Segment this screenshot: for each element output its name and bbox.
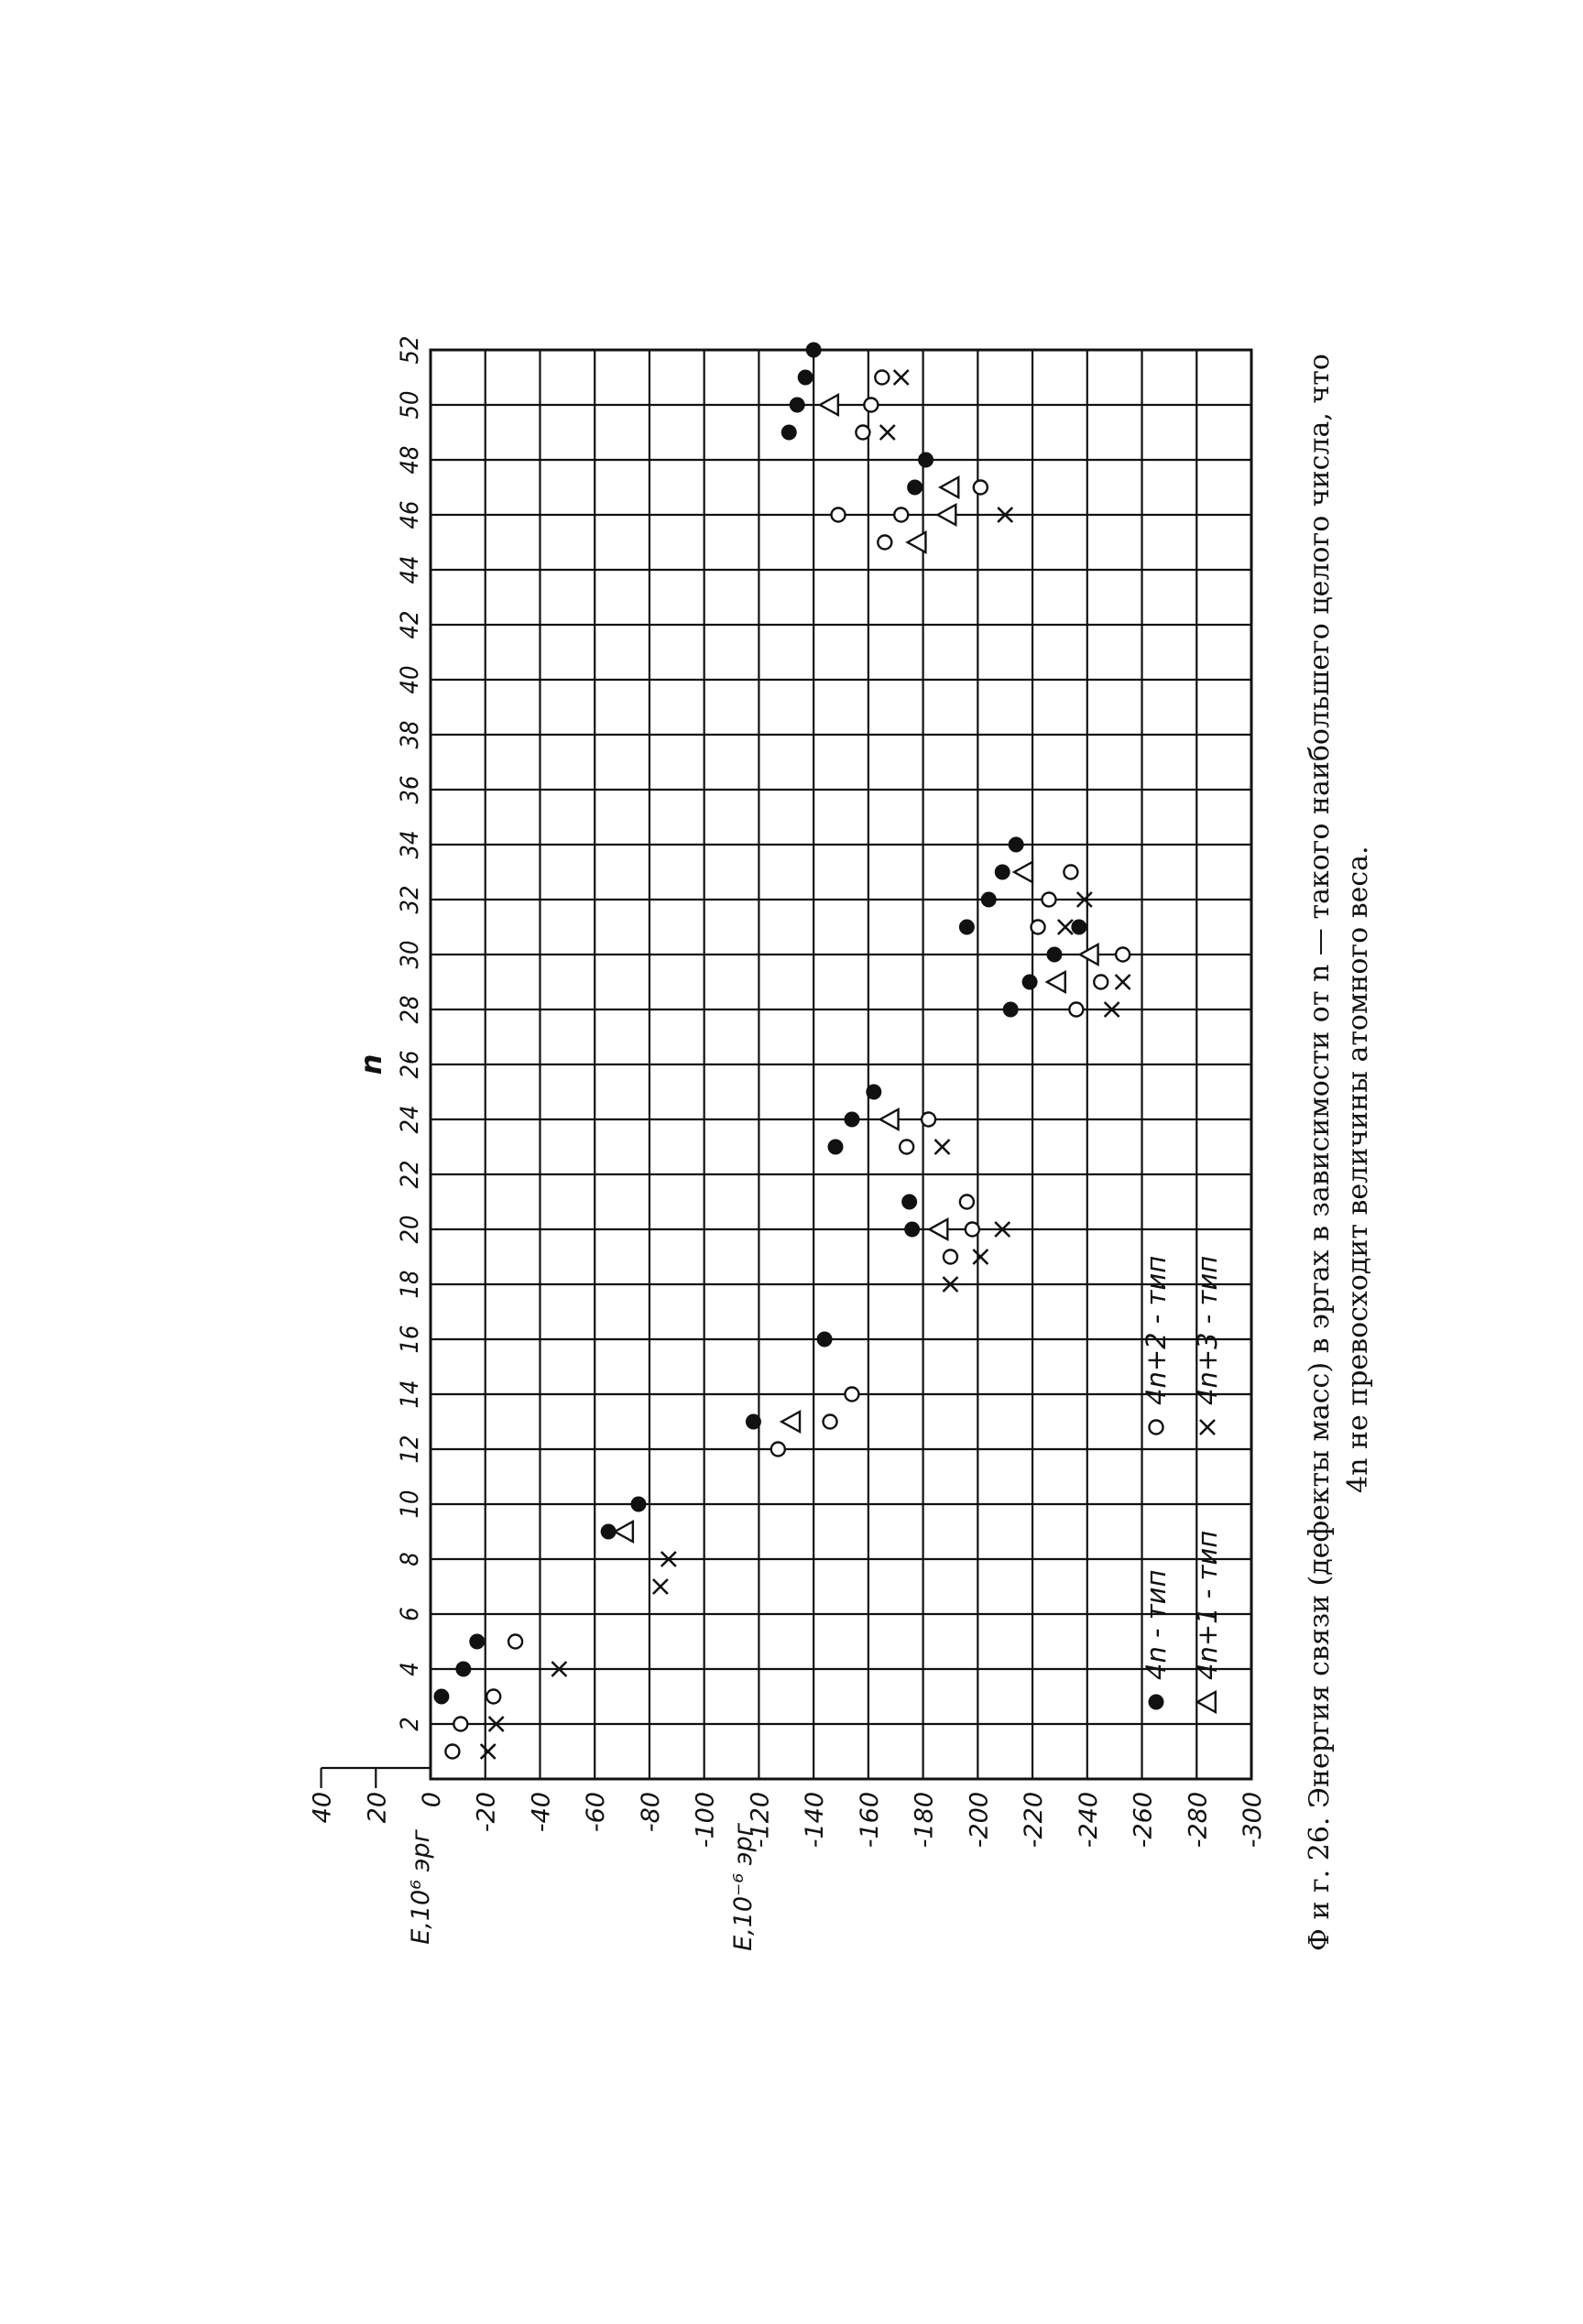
data-point-cross [935, 1140, 950, 1154]
y-axis-title-top: E,10⁶ эрг [407, 1829, 435, 1945]
data-point-open-circle [966, 1223, 979, 1237]
x-tick-label: 46 [396, 500, 424, 529]
data-point-filled-circle [469, 1634, 485, 1650]
x-tick-label: 20 [396, 1215, 424, 1244]
legend-marker-triangle [1197, 1692, 1216, 1712]
data-point-cross [1058, 920, 1073, 934]
data-point-open-circle [864, 398, 878, 412]
data-point-filled-circle [907, 480, 923, 496]
y-tick-label: -180 [910, 1792, 939, 1849]
x-tick-label: 32 [396, 885, 424, 914]
data-point-filled-circle [798, 370, 813, 386]
y-tick-label: -20 [472, 1792, 501, 1833]
x-tick-label: 28 [396, 995, 424, 1024]
data-point-open-circle [1116, 948, 1130, 962]
y-tick-label: -40 [527, 1792, 556, 1833]
data-point-open-circle [944, 1250, 957, 1264]
data-point-triangle [781, 1412, 800, 1432]
y-tick-label-top: 20 [363, 1792, 392, 1824]
data-point-filled-circle [844, 1112, 859, 1128]
data-point-open-circle [960, 1195, 974, 1209]
data-point-open-circle [845, 1388, 858, 1402]
legend-label: 4n+1 - тип [1192, 1530, 1223, 1680]
data-points [433, 343, 1130, 1760]
figure-caption-line1: Ф и г. 26. Энергия связи (дефекты масс) в эргах в зависимости от n — такого наибольшего целого числа, что [1304, 354, 1336, 1951]
data-point-cross [653, 1579, 668, 1594]
data-point-filled-circle [1003, 1002, 1019, 1018]
legend-marker-open-circle [1150, 1421, 1163, 1435]
x-tick-label: 24 [396, 1105, 424, 1134]
y-tick-label: -300 [1239, 1792, 1267, 1849]
x-tick-label: 4 [396, 1662, 424, 1676]
x-tick-label: 44 [396, 555, 424, 584]
data-point-filled-circle [817, 1332, 833, 1347]
data-point-open-circle [1064, 866, 1077, 879]
data-point-open-circle [445, 1745, 459, 1759]
x-tick-label: 8 [396, 1552, 424, 1566]
x-tick-label: 52 [396, 335, 424, 365]
data-point-triangle [930, 1219, 948, 1239]
data-point-filled-circle [959, 920, 975, 935]
data-point-open-circle [453, 1718, 467, 1731]
data-point-open-circle [900, 1140, 913, 1154]
x-axis-title: n [354, 1053, 388, 1075]
axis-ticks [309, 336, 1267, 1849]
x-tick-label: 38 [396, 720, 424, 749]
data-point-filled-circle [806, 343, 822, 358]
y-tick-label: -240 [1074, 1792, 1103, 1849]
x-tick-label: 48 [396, 445, 424, 475]
legend-label: 4n+3 - тип [1192, 1255, 1223, 1405]
data-point-filled-circle [781, 425, 797, 441]
data-point-filled-circle [918, 453, 933, 468]
data-point-open-circle [875, 371, 889, 385]
x-tick-label: 34 [396, 830, 424, 859]
data-point-triangle [1080, 944, 1098, 965]
data-point-triangle [615, 1522, 633, 1542]
data-point-open-circle [878, 536, 891, 550]
data-point-triangle [1047, 972, 1065, 992]
data-point-filled-circle [981, 892, 997, 908]
x-tick-label: 40 [396, 665, 424, 694]
y-axis-title-bottom: E,10⁻⁶ эрг [729, 1823, 758, 1951]
data-point-open-circle [1094, 976, 1108, 989]
data-point-open-circle [922, 1113, 935, 1127]
legend-marker-cross [1200, 1420, 1215, 1435]
legend [1141, 1256, 1223, 1712]
data-point-filled-circle [1046, 947, 1062, 963]
x-tick-label: 2 [396, 1717, 424, 1731]
chart-grid [431, 350, 1251, 1779]
data-point-open-circle [894, 508, 908, 522]
data-point-open-circle [974, 481, 988, 495]
y-tick-label: -200 [965, 1792, 994, 1849]
y-tick-label: -100 [691, 1792, 720, 1849]
figure-caption-line2: 4n не превосходит величины атомного веса. [1342, 846, 1374, 1493]
y-tick-label: -120 [746, 1792, 775, 1849]
data-point-triangle [1014, 862, 1032, 882]
data-point-open-circle [824, 1415, 837, 1429]
data-point-triangle [937, 505, 955, 525]
legend-label: 4n - тип [1141, 1569, 1172, 1680]
y-tick-label-top: 0 [418, 1792, 446, 1808]
data-point-triangle [880, 1109, 899, 1129]
legend-marker-filled-circle [1149, 1695, 1164, 1710]
data-point-filled-circle [901, 1195, 917, 1210]
data-point-cross [894, 370, 909, 385]
y-tick-label: -80 [636, 1792, 665, 1833]
x-tick-label: 10 [396, 1489, 424, 1519]
y-tick-label: -260 [1129, 1792, 1158, 1849]
data-point-filled-circle [630, 1497, 646, 1512]
y-tick-label: -160 [855, 1792, 884, 1849]
y-tick-label: -280 [1184, 1792, 1213, 1849]
data-point-filled-circle [904, 1222, 920, 1238]
data-point-filled-circle [828, 1140, 844, 1155]
x-tick-label: 36 [396, 775, 424, 804]
data-point-cross [1116, 975, 1130, 989]
data-point-triangle [940, 477, 958, 497]
y-tick-label: -220 [1020, 1792, 1049, 1849]
x-tick-label: 42 [396, 610, 424, 639]
data-point-filled-circle [455, 1662, 471, 1677]
data-point-open-circle [1032, 921, 1045, 934]
data-point-open-circle [1042, 893, 1055, 907]
data-point-cross [880, 425, 895, 440]
data-point-filled-circle [433, 1689, 449, 1705]
x-tick-label: 16 [396, 1325, 424, 1354]
y-tick-label-top: 40 [308, 1792, 337, 1824]
x-tick-label: 26 [396, 1050, 424, 1079]
data-point-filled-circle [995, 865, 1010, 880]
data-point-open-circle [508, 1635, 522, 1649]
y-tick-label: -60 [582, 1792, 611, 1833]
data-point-open-circle [486, 1690, 500, 1704]
legend-label: 4n+2 - тип [1141, 1255, 1172, 1405]
data-point-filled-circle [1071, 920, 1086, 935]
data-point-filled-circle [866, 1085, 881, 1100]
x-tick-label: 6 [396, 1607, 424, 1621]
data-point-open-circle [771, 1443, 785, 1457]
data-point-open-circle [1069, 1003, 1083, 1017]
x-tick-label: 30 [396, 940, 424, 969]
data-point-cross [973, 1249, 988, 1264]
x-tick-label: 12 [396, 1435, 424, 1464]
x-tick-label: 50 [396, 390, 424, 420]
x-tick-label: 22 [396, 1160, 424, 1189]
x-tick-label: 18 [396, 1270, 424, 1299]
data-point-filled-circle [1009, 837, 1024, 853]
data-point-triangle [820, 395, 838, 415]
data-point-open-circle [856, 426, 869, 440]
data-point-filled-circle [790, 398, 805, 413]
data-point-cross [481, 1744, 496, 1759]
data-point-triangle [908, 532, 926, 552]
x-tick-label: 14 [396, 1380, 424, 1409]
y-tick-label: -140 [801, 1792, 830, 1849]
data-point-filled-circle [1022, 975, 1038, 990]
data-point-filled-circle [746, 1414, 761, 1430]
data-point-open-circle [832, 508, 846, 522]
